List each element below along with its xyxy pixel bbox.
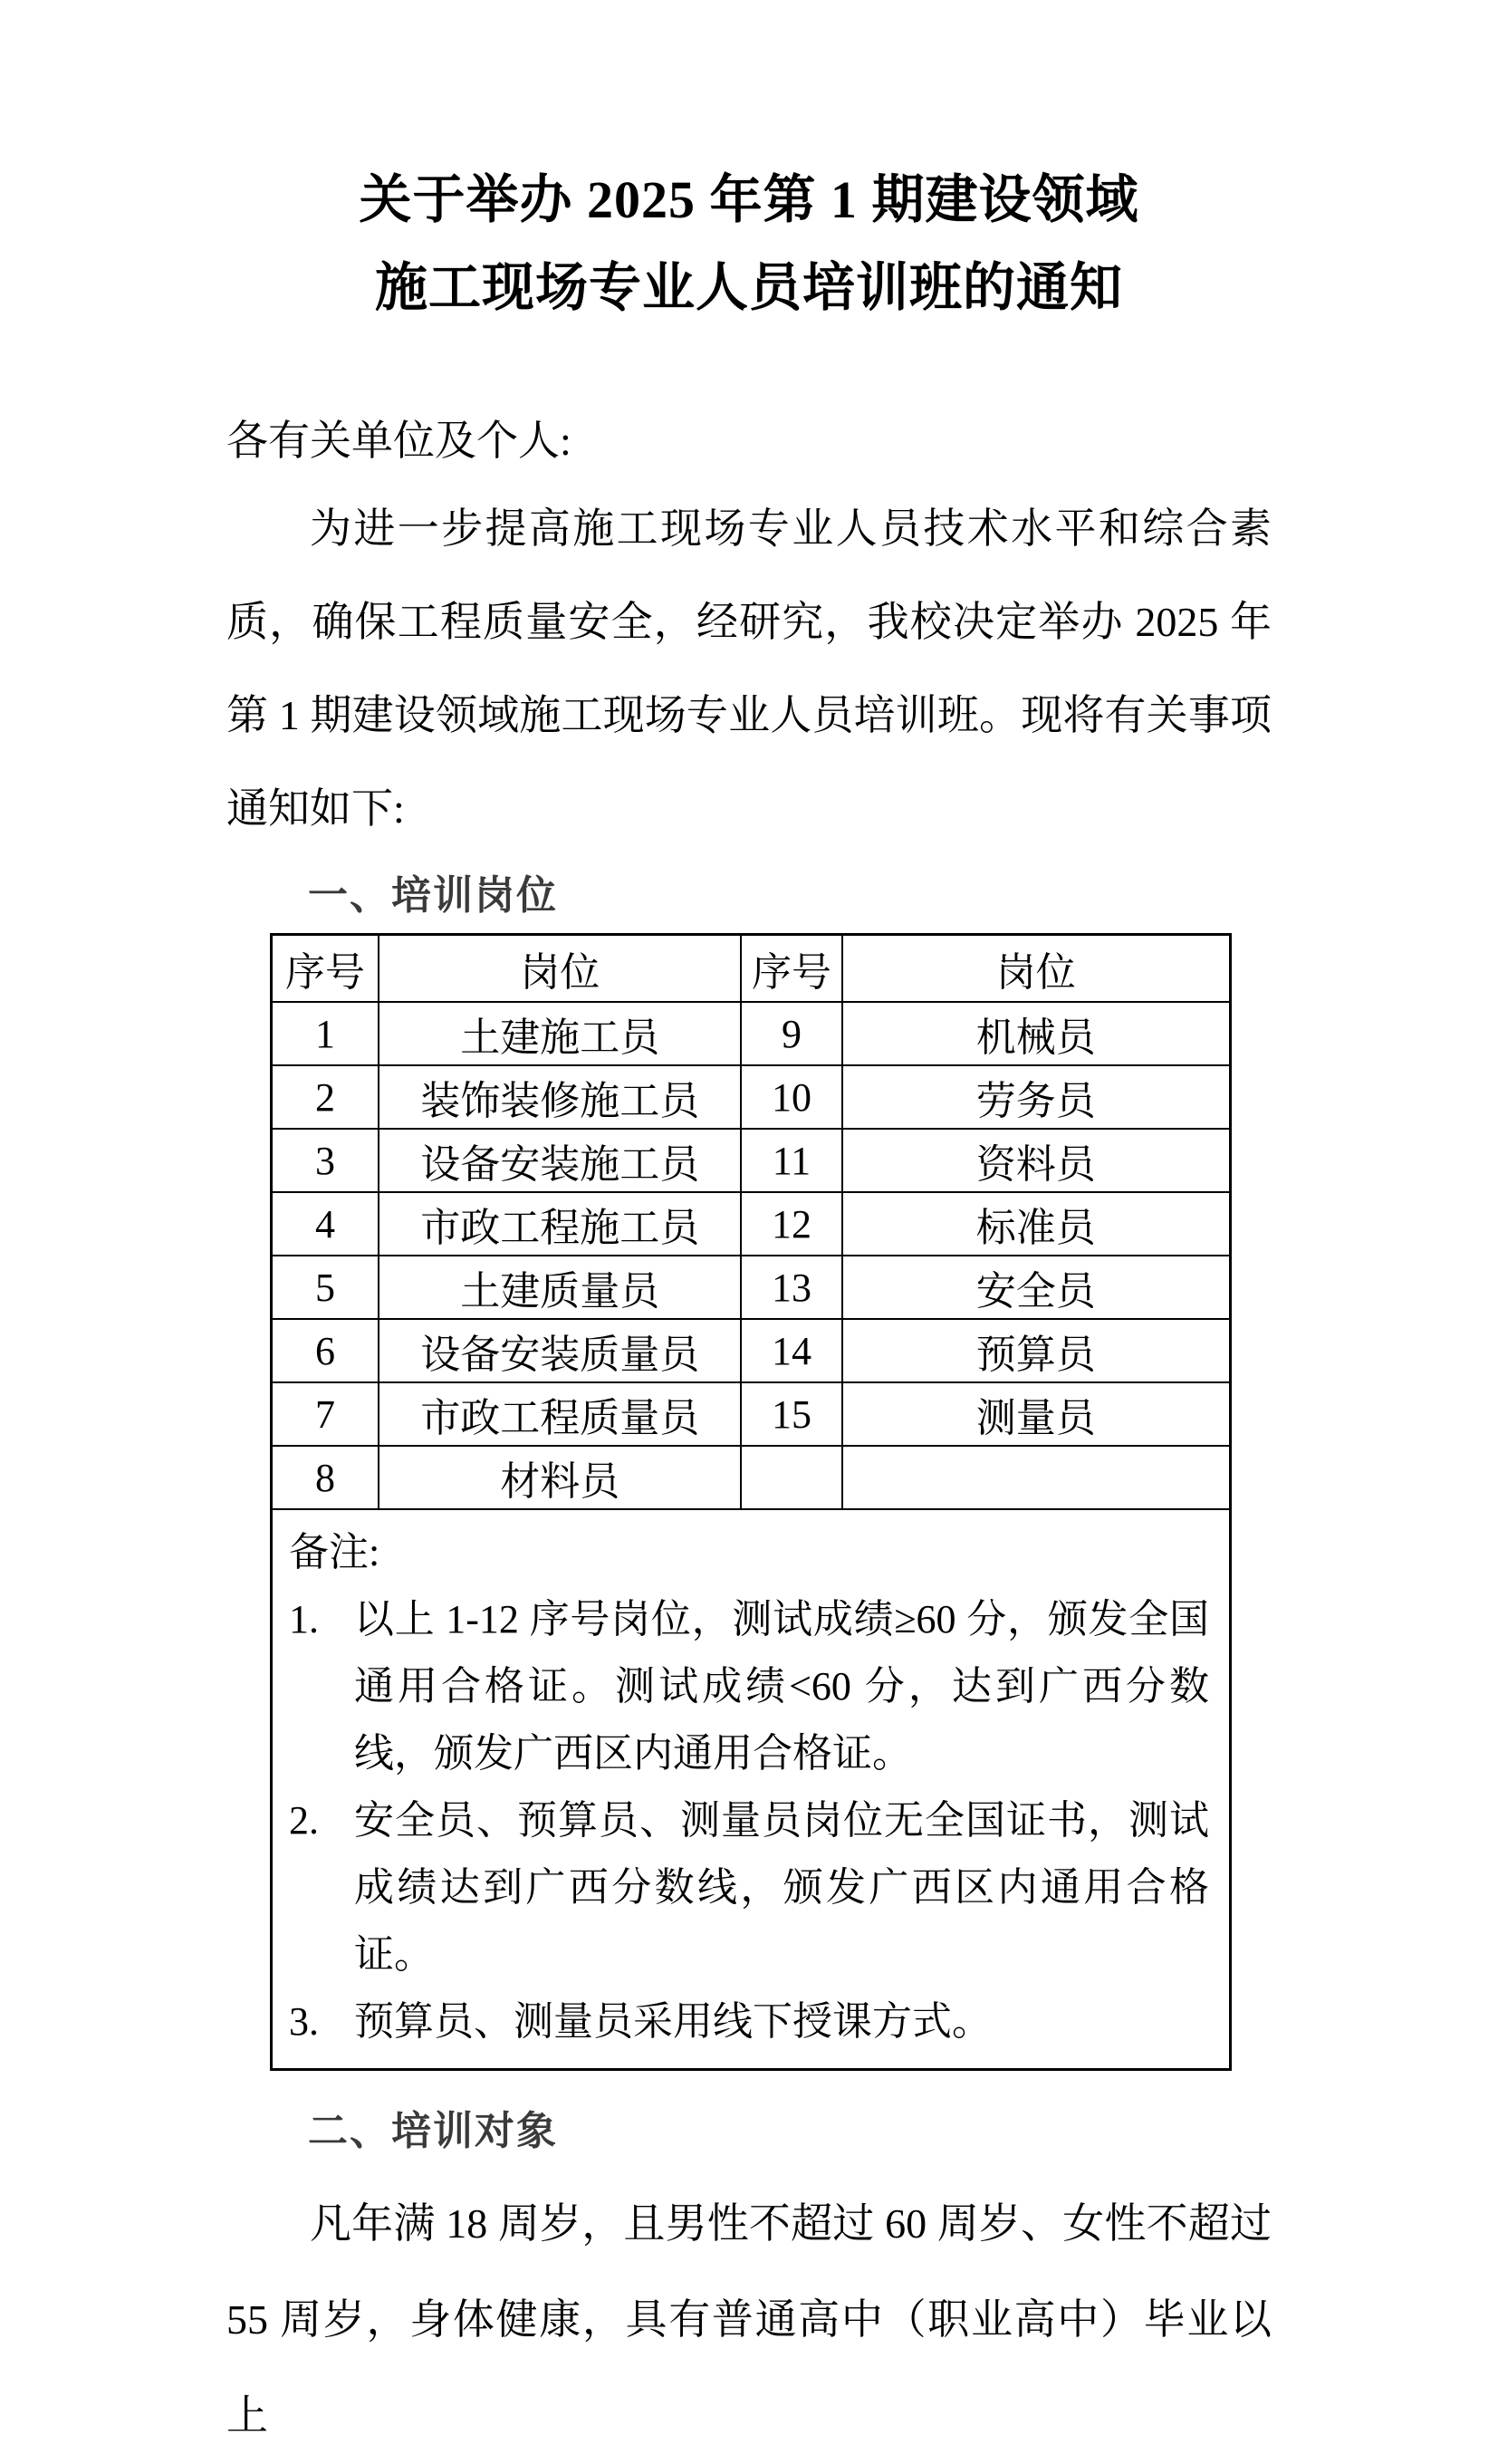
section1-heading: 一、培训岗位 bbox=[308, 873, 558, 918]
row-position: 资料员 bbox=[842, 1129, 1231, 1192]
table-header-row bbox=[272, 935, 1231, 1003]
row-position bbox=[842, 1446, 1231, 1509]
row-position: 预算员 bbox=[842, 1319, 1231, 1382]
training-positions-table bbox=[270, 933, 1232, 2071]
note-text: 预算员、测量员采用线下授课方式。 bbox=[354, 1999, 992, 2044]
table-row bbox=[272, 1065, 1231, 1129]
notes-row bbox=[272, 1509, 1231, 2070]
row-position: 机械员 bbox=[842, 1002, 1231, 1065]
row-position: 材料员 bbox=[379, 1446, 741, 1509]
row-position: 设备安装施工员 bbox=[379, 1129, 741, 1192]
col-header-index-left: 序号 bbox=[272, 935, 379, 1003]
document-title-line1: 关于举办 2025 年第 1 期建设领域 bbox=[359, 170, 1139, 229]
row-index: 6 bbox=[272, 1319, 379, 1382]
row-position: 设备安装质量员 bbox=[379, 1319, 741, 1382]
note-item-2 bbox=[289, 1787, 1209, 1988]
row-index: 15 bbox=[741, 1382, 841, 1446]
row-index: 10 bbox=[741, 1065, 841, 1129]
row-index: 5 bbox=[272, 1256, 379, 1319]
intro-paragraph: 为进一步提高施工现场专业人员技术水平和综合素质，确保工程质量安全，经研究，我校决定举办 2025 年第 1 期建设领域施工现场专业人员培训班。现将有关事项通知如下: bbox=[226, 505, 1272, 832]
row-index bbox=[741, 1446, 841, 1509]
row-index: 9 bbox=[741, 1002, 841, 1065]
row-position: 土建质量员 bbox=[379, 1256, 741, 1319]
row-index: 4 bbox=[272, 1192, 379, 1256]
table-row bbox=[272, 1129, 1231, 1192]
row-index: 2 bbox=[272, 1065, 379, 1129]
note-number: 3. bbox=[289, 1999, 319, 2044]
note-text: 安全员、预算员、测量员岗位无全国证书，测试成绩达到广西分数线，颁发广西区内通用合格证。 bbox=[354, 1798, 1209, 1977]
salutation: 各有关单位及个人: bbox=[226, 418, 571, 464]
note-item-1 bbox=[289, 1586, 1209, 1787]
col-header-index-right: 序号 bbox=[741, 935, 841, 1003]
table-row bbox=[272, 1002, 1231, 1065]
table-row bbox=[272, 1192, 1231, 1256]
row-index: 13 bbox=[741, 1256, 841, 1319]
notes-cell bbox=[272, 1509, 1231, 2070]
row-index: 11 bbox=[741, 1129, 841, 1192]
note-number: 2. bbox=[289, 1798, 319, 1843]
table-row bbox=[272, 1256, 1231, 1319]
row-position: 土建施工员 bbox=[379, 1002, 741, 1065]
row-position: 测量员 bbox=[842, 1382, 1231, 1446]
row-position: 标准员 bbox=[842, 1192, 1231, 1256]
row-position: 安全员 bbox=[842, 1256, 1231, 1319]
row-position: 市政工程质量员 bbox=[379, 1382, 741, 1446]
row-index: 7 bbox=[272, 1382, 379, 1446]
note-item-3 bbox=[289, 1988, 1209, 2055]
row-position: 装饰装修施工员 bbox=[379, 1065, 741, 1129]
row-index: 3 bbox=[272, 1129, 379, 1192]
row-index: 12 bbox=[741, 1192, 841, 1256]
table-row bbox=[272, 1382, 1231, 1446]
row-position: 劳务员 bbox=[842, 1065, 1231, 1129]
row-position: 市政工程施工员 bbox=[379, 1192, 741, 1256]
section2-heading: 二、培训对象 bbox=[308, 2109, 558, 2153]
row-index: 8 bbox=[272, 1446, 379, 1509]
row-index: 14 bbox=[741, 1319, 841, 1382]
document-title bbox=[226, 156, 1272, 332]
notes-label: 备注: bbox=[289, 1530, 380, 1574]
table-row bbox=[272, 1446, 1231, 1509]
note-number: 1. bbox=[289, 1597, 319, 1641]
col-header-position-left: 岗位 bbox=[379, 935, 741, 1003]
document-title-line2: 施工现场专业人员培训班的通知 bbox=[374, 258, 1123, 317]
row-index: 1 bbox=[272, 1002, 379, 1065]
col-header-position-right: 岗位 bbox=[842, 935, 1231, 1003]
note-text: 以上 1-12 序号岗位，测试成绩≥60 分，颁发全国通用合格证。测试成绩<60 分，达到广西分数线，颁发广西区内通用合格证。 bbox=[354, 1597, 1209, 1776]
training-target-paragraph: 凡年满 18 周岁，且男性不超过 60 周岁、女性不超过 55 周岁，身体健康，具有普通高中（职业高中）毕业以上 bbox=[226, 2200, 1272, 2439]
table-row bbox=[272, 1319, 1231, 1382]
